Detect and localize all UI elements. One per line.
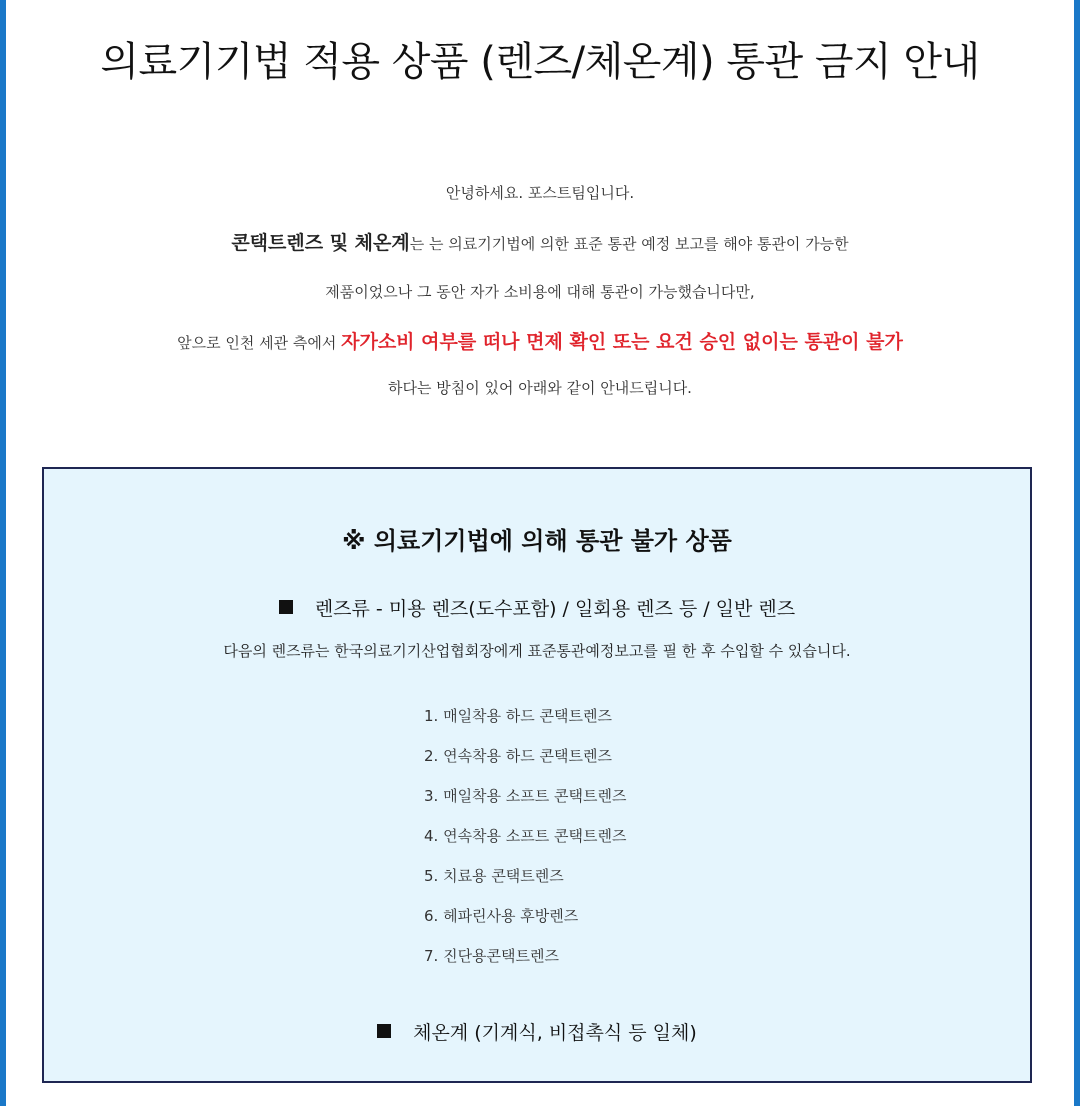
list-item: 2. 연속착용 하드 콘택트렌즈 <box>424 747 613 765</box>
restricted-products-title: ※ 의료기기법에 의해 통관 불가 상품 <box>342 527 732 555</box>
intro-products-text: 는 는 의료기기법에 의한 표준 통관 예정 보고를 해야 통관이 가능한 <box>409 235 849 253</box>
intro-customs-highlight: 자가소비 여부를 떠나 면제 확인 또는 요건 승인 없이는 통관이 불가 <box>341 331 903 353</box>
lens-section-heading <box>44 594 1030 621</box>
restricted-products-box <box>42 467 1032 1083</box>
intro-line-products <box>6 228 1074 255</box>
square-bullet-icon <box>279 600 293 614</box>
intro-line-previous: 제품이었으나 그 동안 자가 소비용에 대해 통관이 가능했습니다만, <box>325 283 755 301</box>
thermometer-section-heading <box>44 1018 1030 1045</box>
intro-line-customs <box>6 327 1074 354</box>
lens-description: 다음의 렌즈류는 한국의료기기산업협회장에게 표준통관예정보고를 필 한 후 수입할 수 있습니다. <box>223 642 851 660</box>
list-item: 5. 치료용 콘택트렌즈 <box>424 867 564 885</box>
square-bullet-icon <box>377 1024 391 1038</box>
right-frame-border <box>1074 0 1080 1106</box>
lens-item-list <box>424 705 627 985</box>
notice-page <box>6 0 1074 1106</box>
list-item: 6. 헤파린사용 후방렌즈 <box>424 907 579 925</box>
intro-products-bold: 콘택트렌즈 및 체온계 <box>231 232 410 254</box>
list-item: 1. 매일착용 하드 콘택트렌즈 <box>424 707 613 725</box>
list-item: 7. 진단용콘택트렌즈 <box>424 947 560 965</box>
intro-greeting: 안녕하세요. 포스트팀입니다. <box>445 184 635 202</box>
thermometer-heading-text: 체온계 (기계식, 비접촉식 등 일체) <box>413 1022 697 1044</box>
list-item: 3. 매일착용 소프트 콘택트렌즈 <box>424 787 627 805</box>
page-title: 의료기기법 적용 상품 (렌즈/체온계) 통관 금지 안내 <box>100 39 980 85</box>
list-item: 4. 연속착용 소프트 콘택트렌즈 <box>424 827 627 845</box>
lens-heading-text: 렌즈류 - 미용 렌즈(도수포함) / 일회용 렌즈 등 / 일반 렌즈 <box>314 598 796 620</box>
intro-customs-prefix: 앞으로 인천 세관 측에서 <box>177 334 342 352</box>
intro-line-closing: 하다는 방침이 있어 아래와 같이 안내드립니다. <box>388 379 692 397</box>
